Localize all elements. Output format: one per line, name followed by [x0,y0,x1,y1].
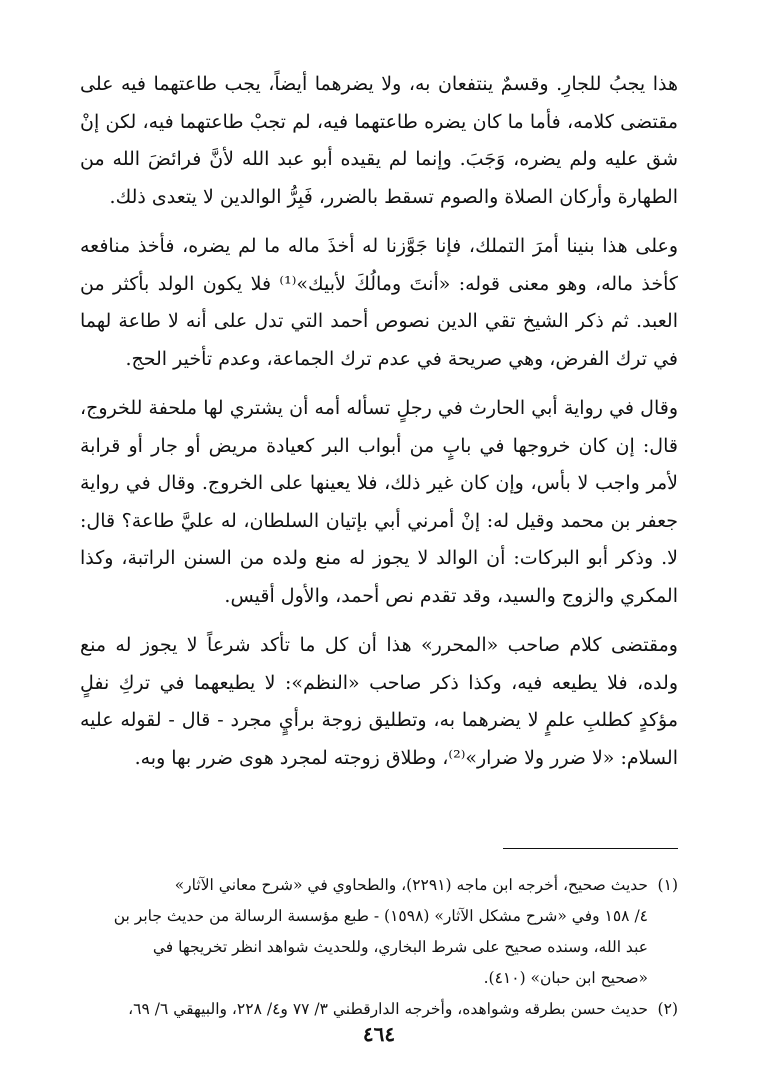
main-text [80,66,678,777]
text-line: كطلبِ علمٍ لا يضرهما به، وتطليق زوجة برأيٍ مجرد - قال - لقوله عليه [80,709,633,731]
footnote-text [80,994,648,1025]
paragraph-3 [80,390,678,615]
paragraph-4 [80,627,678,777]
text-line: وعلى هذا بنينا أمرَ التملك، فإنا جَوَّزنا له أخذَ ماله ما لم يضره، فأخذ [137,235,678,257]
footnote-line: حديث حسن بطرقه وشواهده، وأخرجه الدارقطني ٣/ ٧٧ و٤/ ٢٢٨، والبيهقي ٦/ ٦٩، [128,1000,648,1018]
text-line: طاعة لهما في ترك الفرض، وهي صريحة في عدم ترك الجماعة، وعدم تأخير [80,310,678,370]
page-number: ٤٦٤ [362,1022,396,1046]
text-line: للخروج، قال: إن كان خروجها في بابٍ من أبواب البر كعيادة مريض أو جار [80,397,678,457]
text-line: أو قرابة لأمر واجب لا بأس، وإن كان غير ذلك، فلا يعينها على الخروج. [80,434,678,494]
paragraph-1 [80,66,678,216]
footnote-line: ٤/ ١٥٨ وفي «شرح مشكل الآثار» (١٥٩٨) - طبع مؤسسة الرسالة من حديث جابر بن [113,907,648,925]
text-line: منافعه كأخذ ماله، وهو معنى قوله: «أنتَ ومالُكَ لأبيك»⁽¹⁾ فلا يكون الولد [80,235,678,295]
text-line: طاعة؟ قال: لا. وذكر أبو البركات: أن الوالد لا يجوز له منع ولده من السنن [80,509,678,569]
footnotes [80,870,678,1025]
text-line: السلام: «لا ضرر ولا ضرار»⁽²⁾، وطلاق زوجته لمجرد هوى ضرر بها وبه. [134,746,678,769]
text-line: مقتضى كلامه، فأما ما كان يضره طاعتهما فيه، لم تجبْ طاعتهما فيه، لكن إنْ [80,110,678,133]
footnote-line: عبد الله، وسنده صحيح على شرط البخاري، وللحديث شواهد انظر تخريجها في [152,938,648,956]
text-line: وقال في رواية أبي الحارث في رجلٍ تسأله أمه أن يشتري لها ملحفة [148,397,678,419]
footnote-text [80,870,648,994]
text-line: ولده، فلا يطيعه فيه، وكذا ذكر صاحب «النظم»: لا يطيعهما في تركِ نفلٍ مؤكدٍ [80,671,678,731]
text-line: شق عليه ولم يضره، وَجَبَ. وإنما لم يقيده أبو عبد الله لأنَّ فرائضَ الله من [80,148,678,170]
text-line: وقال في رواية جعفر بن محمد وقيل له: إنْ أمرني أبي بإتيان السلطان، له عليَّ [80,472,678,532]
footnote-number: (٢) [657,1000,678,1018]
text-line: بأكثر من العبد. ثم ذكر الشيخ تقي الدين نصوص أحمد التي تدل على أنه لا [80,272,678,332]
footnote-1 [80,870,678,994]
text-line: الطهارة وأركان الصلاة والصوم تسقط بالضرر، فَبِرُّ الوالدين لا يتعدى ذلك. [109,185,678,208]
footnote-line: «صحيح ابن حبان» (٤١٠). [483,969,648,987]
footnote-2 [80,994,678,1025]
text-line: هذا يجبُ للجارِ. وقسمٌ ينتفعان به، ولا يضرهما أيضاً، يجب طاعتهما فيه على [80,73,678,95]
footnote-divider [503,848,678,849]
footnote-number: (١) [657,876,678,894]
text-line: الحج. [125,347,168,370]
paragraph-2 [80,228,678,378]
text-line: ومقتضى كلام صاحب «المحرر» هذا أن كل ما تأكد شرعاً لا يجوز له منع [80,634,678,656]
text-line: الراتبة، وكذا المكري والزوج والسيد، وقد تقدم نص أحمد، والأول أقيس. [80,547,678,607]
footnote-line: حديث صحيح، أخرجه ابن ماجه (٢٢٩١)، والطحاوي في «شرح معاني الآثار» [174,876,648,894]
